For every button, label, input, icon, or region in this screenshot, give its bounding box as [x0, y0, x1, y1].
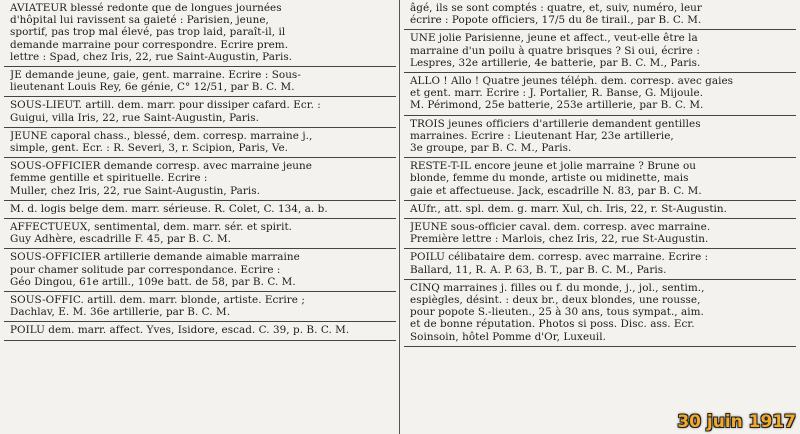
ad-text-line: et de bonne réputation. Photos si poss. Disc. ass. Ecr. — [410, 318, 695, 331]
ad-text-line: ALLO ! Allo ! Quatre jeunes téléph. dem. corresp. avec gaies — [410, 75, 734, 88]
ad-text-line: lettre : Spad, chez Iris, 22, rue Saint-Augustin, Paris. — [10, 50, 293, 63]
right-classified-ad — [404, 73, 796, 116]
left-classified-ad — [4, 158, 396, 201]
ad-text-line: et gent. marr. Ecrire : J. Portalier, R. Banse, G. Mijoule. — [410, 87, 704, 100]
ad-text-line: d'hôpital lui ravissent sa gaieté : Parisien, jeune, — [10, 14, 269, 27]
ad-text-line: AVIATEUR blessé redonte que de longues journées — [10, 2, 282, 14]
ad-text-line: TROIS jeunes officiers d'artillerie demandent gentilles — [410, 117, 701, 130]
ad-text-line: POILU dem. marr. affect. Yves, Isidore, escad. C. 39, p. B. C. M. — [10, 324, 350, 337]
ad-text-line: pour chamer solitude par correspondance. Ecrire : — [10, 263, 281, 276]
ad-text-line: JE demande jeune, gaie, gent. marraine. Ecrire : Sous- — [10, 69, 301, 82]
left-classified-ad — [4, 322, 396, 340]
ad-text-line: Ballard, 11, R. A. P. 63, B. T., par B. C. M., Paris. — [410, 263, 667, 276]
ad-text-line: blonde, femme du monde, artiste ou midinette, mais — [410, 172, 689, 185]
right-classified-ad — [404, 116, 796, 159]
ad-text-line: SOUS-OFFICIER artillerie demande aimable marraine — [10, 251, 300, 264]
left-classified-ad — [4, 67, 396, 97]
ad-text-line: marraines. Ecrire : Lieutenant Har, 23e artillerie, — [410, 129, 674, 142]
ad-text-line: Lespres, 32e artillerie, 4e batterie, par B. C. M., Paris. — [410, 56, 701, 69]
ad-text-line: Muller, chez Iris, 22, rue Saint-Augustin, Paris. — [10, 184, 261, 197]
ad-text-line: Première lettre : Marlois, chez Iris, 22, rue St-Augustin. — [410, 233, 709, 246]
left-classified-ad — [4, 219, 396, 249]
right-classified-ad — [404, 30, 796, 73]
left-classified-ad — [4, 249, 396, 292]
ad-text-line: SOUS-OFFICIER demande corresp. avec marraine jeune — [10, 160, 312, 173]
left-classified-ad — [4, 0, 396, 67]
ad-text-line: JEUNE caporal chass., blessé, dem. corresp. marraine j., — [10, 129, 313, 142]
right-classified-ad — [404, 219, 796, 249]
ad-text-line: femme gentille et spirituelle. Ecrire : — [10, 172, 208, 185]
ad-text-line: Géo Dingou, 61e artill., 109e batt. de 58, par B. C. M. — [10, 275, 296, 288]
ad-text-line: UNE jolie Parisienne, jeune et affect., veut-elle être la — [410, 32, 698, 45]
ad-text-line: Dachlav, E. M. 36e artillerie, par B. C. M. — [10, 306, 231, 319]
ad-text-line: POILU célibataire dem. corresp. avec marraine. Ecrire : — [410, 251, 709, 264]
ad-text-line: SOUS-LIEUT. artill. dem. marr. pour dissiper cafard. Ecr. : — [10, 99, 321, 112]
ad-text-line: M. Périmond, 25e batterie, 253e artillerie, par B. C. M. — [410, 99, 704, 112]
ad-text-line: demande marraine pour correspondre. Ecrire prem. — [10, 38, 289, 51]
left-classified-ad — [4, 201, 396, 219]
ad-text-line: AFFECTUEUX, sentimental, dem. marr. sér. et spirit. — [10, 221, 293, 234]
ad-text-line: AUfr., att. spl. dem. g. marr. Xul, ch. Iris, 22, r. St-Augustin. — [410, 202, 728, 215]
ad-text-line: RESTE-T-IL encore jeune et jolie marraine ? Brune ou — [410, 160, 697, 173]
ad-text-line: âgé, ils se sont comptés : quatre, et, suiv, numéro, leur — [410, 2, 702, 14]
left-column — [4, 0, 396, 434]
ad-text-line: Guy Adhère, escadrille F. 45, par B. C. M. — [10, 233, 232, 246]
ad-text-line: Soinsoin, hôtel Pomme d'Or, Luxeuil. — [410, 330, 606, 343]
right-classified-ad — [404, 0, 796, 30]
column-divider — [399, 0, 400, 434]
ad-text-line: espiègles, désint. : deux br., deux blondes, une rousse, — [410, 294, 701, 307]
right-classified-ad — [404, 249, 796, 279]
ad-text-line: marraine d'un poilu à quatre brisques ? Si oui, écrire : — [410, 44, 700, 57]
ad-text-line: Guigui, villa Iris, 22, rue Saint-Augustin, Paris. — [10, 111, 260, 124]
ad-text-line: lieutenant Louis Rey, 6e génie, C° 12/51, par B. C. M. — [10, 81, 295, 94]
ad-text-line: CINQ marraines j. filles ou f. du monde, j., jol., sentim., — [410, 281, 705, 294]
right-classified-ad — [404, 280, 796, 347]
ad-text-line: M. d. logis belge dem. marr. sérieuse. R. Colet, C. 134, a. b. — [10, 202, 328, 215]
ad-text-line: sportif, pas trop mal élevé, pas trop laid, paraît-il, il — [10, 26, 286, 39]
date-stamp: 30 juin 1917 — [677, 412, 796, 432]
ad-text-line: gaie et affectueuse. Jack, escadrille N. 83, par B. C. M. — [410, 184, 702, 197]
ad-text-line: SOUS-OFFIC. artill. dem. marr. blonde, artiste. Ecrire ; — [10, 294, 305, 307]
ad-text-line: pour popote S.-lieuten., 25 à 30 ans, tous sympat., aim. — [410, 306, 704, 319]
ad-text-line: simple, gent. Ecr. : R. Severi, 3, r. Scipion, Paris, Ve. — [10, 142, 288, 155]
right-classified-ad — [404, 158, 796, 201]
ad-text-line: écrire : Popote officiers, 17/5 du 8e tirail., par B. C. M. — [410, 14, 702, 27]
left-classified-ad — [4, 128, 396, 158]
left-classified-ad — [4, 97, 396, 127]
ad-text-line: JEUNE sous-officier caval. dem. corresp. avec marraine. — [410, 221, 711, 234]
ad-text-line: 3e groupe, par B. C. M., Paris. — [410, 142, 572, 155]
right-classified-ad — [404, 201, 796, 219]
right-column — [404, 0, 796, 434]
left-classified-ad — [4, 292, 396, 322]
